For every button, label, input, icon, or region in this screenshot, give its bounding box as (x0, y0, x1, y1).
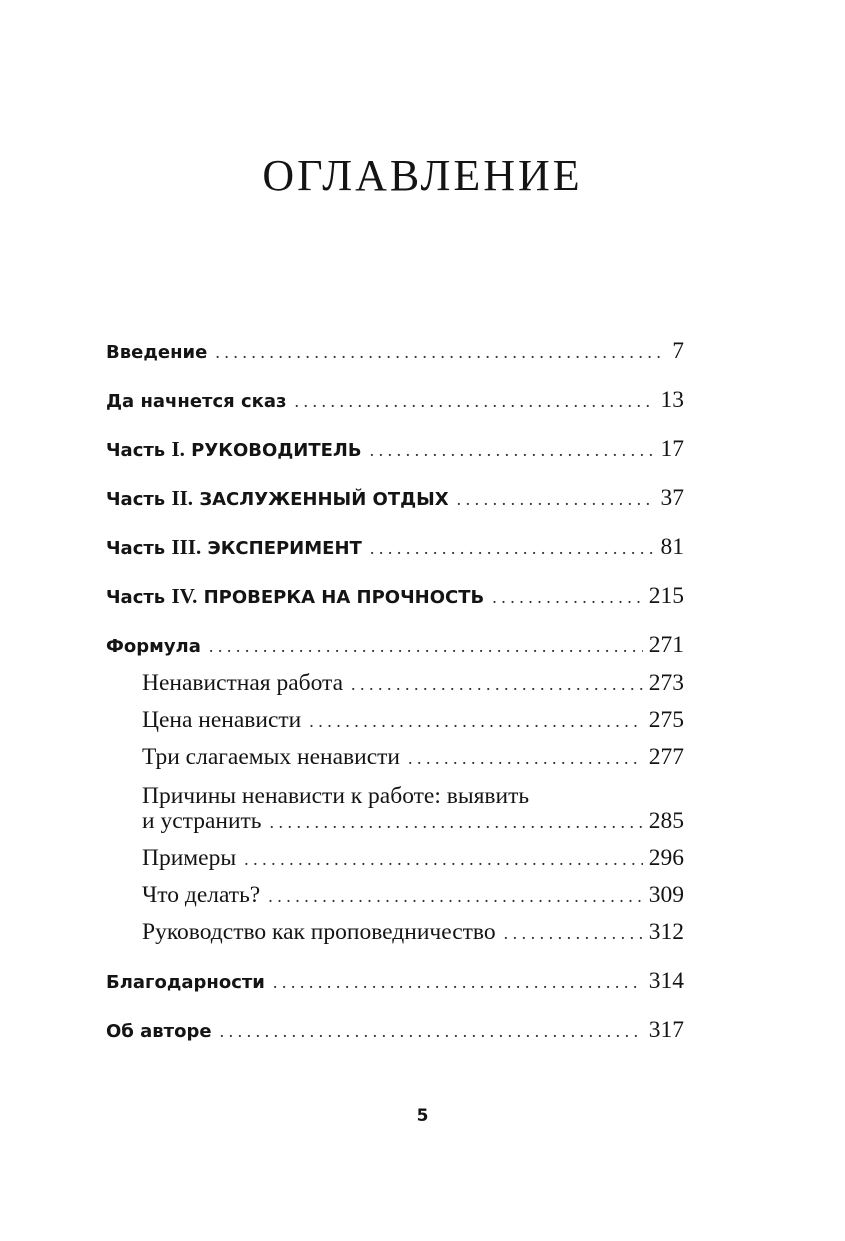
toc-entry-page: 7 (672, 338, 684, 364)
leader-dots (215, 337, 666, 367)
leader-dots (370, 533, 655, 563)
toc-entry-part-2[interactable] (106, 483, 684, 515)
toc-entry-label: Часть I. РУКОВОДИТЕЛЬ (106, 437, 362, 461)
toc-entry-label: Часть IV. ПРОВЕРКА НА ПРОЧНОСТЬ (106, 584, 485, 608)
toc-subentry-price-of-hatred[interactable] (142, 705, 684, 736)
toc-entry-page: 13 (660, 387, 684, 413)
toc-entry-introduction[interactable] (106, 336, 684, 368)
leader-dots (273, 967, 643, 997)
toc-subentry-leadership-preaching[interactable] (142, 917, 684, 948)
toc-entry-page: 271 (648, 632, 684, 658)
toc-subentry-three-components[interactable] (142, 742, 684, 773)
leader-dots (351, 669, 643, 699)
leader-dots (270, 807, 643, 837)
toc-entry-label: Формула (106, 636, 201, 657)
toc-entry-formula[interactable] (106, 630, 684, 662)
leader-dots (220, 1016, 643, 1046)
toc-entry-part-3[interactable] (106, 532, 684, 564)
page-number: 5 (416, 1106, 429, 1126)
toc-subentry-label: Примеры (142, 845, 237, 871)
toc-entry-acknowledgements[interactable] (106, 966, 684, 998)
toc-subentry-causes-line1[interactable]: Причины ненависти к работе: выявить (142, 783, 530, 809)
toc-entry-label: Введение (106, 342, 208, 363)
toc-subentry-causes[interactable] (142, 806, 684, 837)
leader-dots (408, 743, 643, 773)
leader-dots (492, 582, 643, 612)
toc-entry-page: 37 (660, 485, 684, 511)
toc-entry-page: 215 (648, 583, 684, 609)
toc-subentry-page: 312 (648, 919, 684, 945)
toc-subentry-label: Три слагаемых ненависти (142, 744, 400, 770)
leader-dots (504, 918, 643, 948)
toc-subentry-page: 309 (648, 882, 684, 908)
toc-subentry-page: 296 (648, 845, 684, 871)
toc-subentry-page: 277 (648, 744, 684, 770)
toc-entry-part-1[interactable] (106, 434, 684, 466)
toc-subentry-page: 273 (648, 670, 684, 696)
toc-entry-label: Часть II. ЗАСЛУЖЕННЫЙ ОТДЫХ (106, 486, 449, 510)
toc-entry-page: 317 (648, 1017, 684, 1043)
toc-entry-page: 314 (648, 968, 684, 994)
leader-dots (294, 386, 654, 416)
toc-entry-label: Часть III. ЭКСПЕРИМЕНТ (106, 535, 362, 559)
leader-dots (244, 844, 643, 874)
leader-dots (370, 435, 655, 465)
toc-subentry-page: 285 (648, 808, 684, 834)
toc-subentry-label: и устранить (142, 808, 262, 834)
toc-entry-tale-begins[interactable] (106, 385, 684, 417)
toc-subentry-label: Ненавистная работа (142, 670, 344, 696)
toc-subentry-label: Цена ненависти (142, 707, 302, 733)
toc-subentry-label: Что делать? (142, 882, 261, 908)
toc-subentry-label: Руководство как проповедничество (142, 919, 496, 945)
leader-dots (268, 881, 643, 911)
toc-entry-part-4[interactable] (106, 581, 684, 613)
toc-subentry-hated-work[interactable] (142, 668, 684, 699)
toc-entry-label: Об авторе (106, 1021, 212, 1042)
toc-subentry-what-to-do[interactable] (142, 880, 684, 911)
toc-subentry-examples[interactable] (142, 843, 684, 874)
leader-dots (457, 484, 655, 514)
leader-dots (209, 631, 643, 661)
toc-entry-label: Да начнется сказ (106, 391, 287, 412)
leader-dots (309, 706, 643, 736)
toc-entry-label: Благодарности (106, 972, 265, 993)
toc-entry-about-author[interactable] (106, 1015, 684, 1047)
toc-entry-page: 17 (660, 436, 684, 462)
toc-entry-page: 81 (660, 534, 684, 560)
toc-subentry-page: 275 (648, 707, 684, 733)
page-title: ОГЛАВЛЕНИЕ (262, 151, 583, 200)
